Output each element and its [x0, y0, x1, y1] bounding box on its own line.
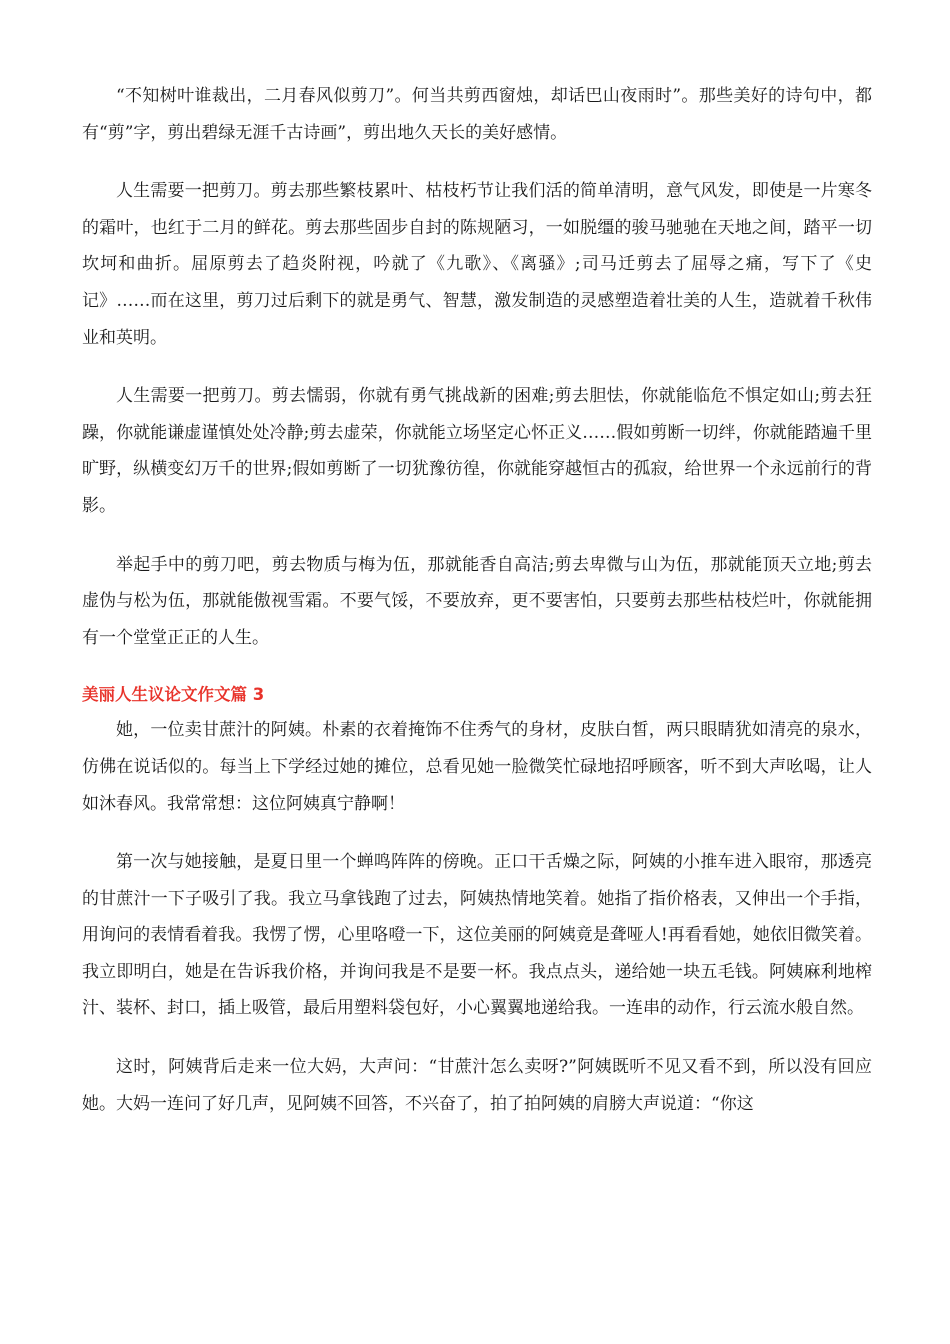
- paragraph-scissors-1: 人生需要一把剪刀。剪去那些繁枝累叶、枯枝朽节让我们活的简单清明，意气风发，即使是一片寒冬的霜叶，也红于二月的鲜花。剪去那些固步自封的陈规陋习，一如脱缰的骏马驰驰在天地之间，踏平一切坎坷和曲折。屈原剪去了趋炎附视，吟就了《九歌》、《离骚》;司马迁剪去了屈辱之痛，写下了《史记》……而在这里，剪刀过后剩下的就是勇气、智慧，激发制造的灵感塑造着壮美的人生，造就着千秋伟业和英明。: [82, 181, 872, 348]
- paragraph-sugarcane-aunt: 她，一位卖甘蔗汁的阿姨。朴素的衣着掩饰不住秀气的身材，皮肤白皙，两只眼睛犹如清亮的泉水，仿佛在说话似的。每当上下学经过她的摊位，总看见她一脸微笑忙碌地招呼顾客，听不到大声吆喝，让人如沐春风。我常常想：这位阿姨真宁静啊！: [82, 720, 872, 814]
- section-heading: 美丽人生议论文作文篇 3: [82, 685, 265, 705]
- paragraph-scissors-3: 举起手中的剪刀吧，剪去物质与梅为伍，那就能香自高洁;剪去卑微与山为伍，那就能顶天立地;剪去虚伪与松为伍，那就能傲视雪霜。不要气馁，不要放弃，更不要害怕，只要剪去那些枯枝烂叶，你就能拥有一个堂堂正正的人生。: [82, 554, 872, 648]
- paragraph-first-contact: 第一次与她接触，是夏日里一个蝉鸣阵阵的傍晚。正口干舌燥之际，阿姨的小推车进入眼帘，那透亮的甘蔗汁一下子吸引了我。我立马拿钱跑了过去，阿姨热情地笑着。她指了指价格表，又伸出一个手指，用询问的表情看着我。我愣了愣，心里咯噔一下，这位美丽的阿姨竟是聋哑人!再看看她，她依旧微笑着。我立即明白，她是在告诉我价格，并询问我是不是要一杯。我点点头，递给她一块五毛钱。阿姨麻利地榨汁、装杯、封口，插上吸管，最后用塑料袋包好，小心翼翼地递给我。一连串的动作，行云流水般自然。: [82, 852, 872, 1019]
- paragraph-poem-quote: “不知树叶谁裁出，二月春风似剪刀”。何当共剪西窗烛，却话巴山夜雨时”。那些美好的诗句中，都有“剪”字，剪出碧绿无涯千古诗画”，剪出地久天长的美好感情。: [82, 86, 872, 143]
- paragraph-old-lady: 这时，阿姨背后走来一位大妈，大声问：“甘蔗汁怎么卖呀?”阿姨既听不见又看不到，所以没有回应她。大妈一连问了好几声，见阿姨不回答，不兴奋了，拍了拍阿姨的肩膀大声说道：“你这: [82, 1057, 872, 1114]
- paragraph-scissors-2: 人生需要一把剪刀。剪去懦弱，你就有勇气挑战新的困难;剪去胆怯，你就能临危不惧定如山;剪去狂躁，你就能谦虚谨慎处处冷静;剪去虚荣，你就能立场坚定心怀正义……假如剪断一切绊，你就能踏遍千里旷野，纵横变幻万千的世界;假如剪断了一切犹豫彷徨，你就能穿越恒古的孤寂，给世界一个永远前行的背影。: [82, 386, 872, 516]
- document-page: [82, 78, 872, 1144]
